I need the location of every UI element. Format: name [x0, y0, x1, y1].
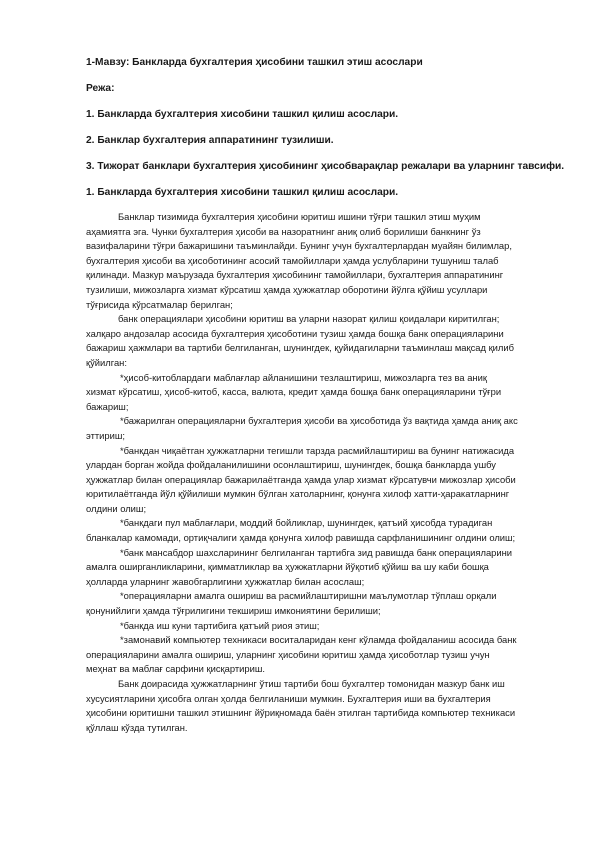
plan-item: 1. Банкларда бухгалтерия хисобини ташкил қилиш асослари. [86, 109, 399, 120]
bullet-paragraph: *банкдан чиқаётган ҳужжатларни тегишли тарзда расмийлаштириш ва бунинг натижасида улардан борган жойда фойдаланилишини осонлаштириш, шунингдек, бошқа банкларда ушбу ҳужжатлар билан операциялар бажарилаётганда ҳамда улар хизмат кўрсатувчи мижозлар ҳисоби юритилаётганда йўл қўйилиши мумкин бўлган хатоларнинг, қонунга хилоф хатти-ҳаракатларнинг олдини олиш; [86, 444, 516, 514]
bullet-paragraph: *замонавий компьютер техникаси воситаларидан кенг кўламда фойдаланиш асосида банк операцияларини амалга ошириш, уларнинг ҳисобини юритиш ҳамда ҳисоботлар тузиш учун меҳнат ва маблағ сарфини қисқартириш. [86, 634, 517, 675]
plan-item: 2. Банклар бухгалтерия аппаратининг тузилиши. [86, 135, 334, 146]
body-paragraph: Банк доирасида ҳужжатларнинг ўтиш тартиби бош бухгалтер томонидан мазкур банк иш хусусиятларини ҳисобга олган ҳолда белгиланиши мумкин. Бухгалтерия иши ва бухгалтерия ҳисобини юритишни ташкил этишнинг йўриқномада баён этилган тартибида компьютер техникаси қўллаш кўзда тутилган. [86, 678, 516, 733]
bullet-paragraph: *банкдаги пул маблағлари, моддий бойликлар, шунингдек, қатъий ҳисобда турадиган бланкалар камомади, ортиқчалиги ҳамда қонунга хилоф равишда сарфланишининг олдини олиш; [86, 517, 516, 544]
bullet-paragraph: *банкда иш куни тартибига қатъий риоя этиш; [120, 619, 320, 631]
plan-label: Режа: [86, 83, 115, 94]
plan-item: 3. Тижорат банклари бухгалтерия ҳисобининг ҳисобварақлар режалари ва уларнинг тавсифи. [86, 161, 565, 172]
document-title: 1-Мавзу: Банкларда бухгалтерия ҳисобини ташкил этиш асослари [86, 57, 423, 68]
bullet-paragraph: *банк мансабдор шахсларининг белгиланган тартибга зид равишда банк операцияларини амалга оширганликларини, қимматликлар ва ҳужжатларни йўқотиб қўйиш ва шу каби бошқа ҳолларда уларнинг жавобгарлигини ҳужжатлар билан асослаш; [86, 546, 513, 587]
section-heading: 1. Банкларда бухгалтерия хисобини ташкил қилиш асослари. [86, 187, 399, 198]
bullet-paragraph: *бажарилган операцияларни бухгалтерия ҳисоби ва ҳисоботида ўз вақтида ҳамда аниқ акс эттириш; [86, 415, 518, 441]
body-paragraph: банк операциялари ҳисобини юритиш ва уларни назорат қилиш қоидалари киритилган; халқаро андозалар асосида бухгалтерия ҳисоботини тузиш ҳамда бошқа банк операцияларини бажариш ҳажмлари ва тартиби белгиланган, шунингдек, қуйидагиларни таъминлаш мақсад қилиб қўйилган: [86, 313, 514, 368]
body-paragraph: Банклар тизимида бухгалтерия ҳисобини юритиш ишини тўғри ташкил этиш муҳим аҳамиятга эга. Чунки бухгалтерия ҳисоби ва назоратнинг аниқ олиб борилиши банкнинг ўз вазифаларини тўғри бажаришини таъминлайди. Бунинг учун бухгалтерлардан муайян билимлар, бухгалтерия ҳисоби ва ҳисоботининг асосий тамойиллари ҳамда услубларини тушуниш талаб қилинади. Мазкур маърузада бухгалтерия ҳисобининг тамойиллари, бухгалтерия аппаратининг тузилиши, мижозларга хизмат кўрсатиш ҳамда ҳужжатлар оборотини йўлга қўйиш усуллари тўғрисида кўрсатмалар берилган; [86, 211, 512, 310]
document-body [86, 56, 565, 735]
bullet-paragraph: *ҳисоб-китоблардаги маблағлар айланишини тезлаштириш, мижозларга тез ва аниқ хизмат кўрсатиш, ҳисоб-китоб, касса, валюта, кредит ҳамда бошқа банк операцияларини тўғри бажариш; [86, 371, 502, 412]
bullet-paragraph: *операцияларни амалга ошириш ва расмийлаштиришни маълумотлар тўплаш орқали қонунийлиги ҳамда тўғрилигини текшириш имкониятини берилиши; [86, 590, 497, 617]
